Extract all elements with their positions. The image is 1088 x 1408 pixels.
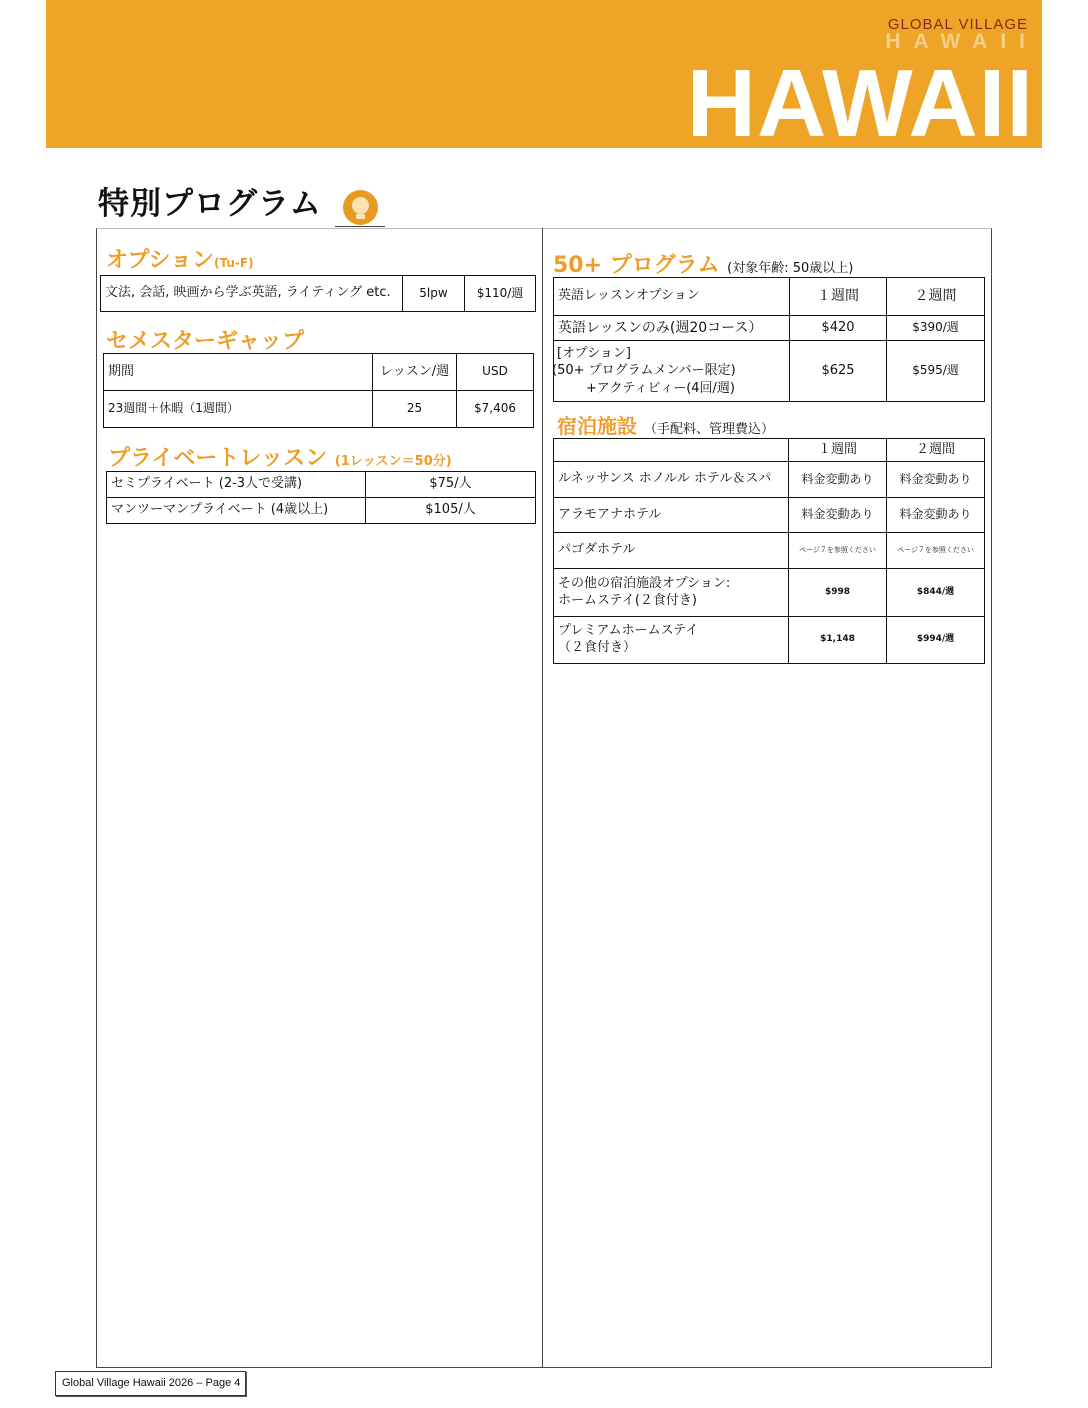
options-heading: オプション(Tu-F): [106, 248, 254, 273]
accom-renaissance: ルネッサンス ホノルル ホテル＆スパ: [554, 462, 789, 498]
accom-header-week1: １週間: [789, 439, 887, 462]
table-row: [101, 276, 536, 312]
fifty-header-week2: ２週間: [887, 278, 985, 316]
semester-header-period: 期間: [104, 354, 373, 391]
private-one-on-one-price: $105/人: [366, 498, 536, 524]
table-row: [554, 341, 985, 402]
fifty-option-line3: +アクティビィー(4回/週): [586, 380, 735, 396]
fifty-option-cell: [554, 341, 790, 402]
accom-alamoana: アラモアナホテル: [554, 498, 789, 533]
brand-line1: GLOBAL VILLAGE: [887, 16, 1028, 33]
fifty-english-only-week2: $390/週: [887, 316, 985, 341]
page-footer: Global Village Hawaii 2026 – Page 4: [55, 1371, 246, 1396]
table-row: [107, 472, 536, 498]
accom-renaissance-week2: 料金変動あり: [887, 462, 985, 498]
fifty-plus-subtitle: (対象年齢: 50歳以上): [727, 261, 854, 276]
accom-premium-cell: [554, 617, 789, 664]
fifty-header-option: 英語レッスンオプション: [554, 278, 790, 316]
title-underline: [335, 226, 385, 227]
accom-premium-week2: $994/週: [887, 617, 985, 664]
accom-premium-line2: （２食付き）: [558, 640, 637, 655]
semester-header-usd: USD: [457, 354, 534, 391]
fifty-english-only: 英語レッスンのみ(週20コース）: [554, 316, 790, 341]
fifty-option-week2: $595/週: [887, 341, 985, 402]
accom-pagoda-week1: ページ７を参照ください: [789, 533, 887, 569]
accom-homestay-week2: $844/週: [887, 569, 985, 617]
option-price: $110/週: [465, 276, 536, 312]
brand-big-title: HAWAII: [686, 50, 1034, 157]
accommodation-heading: 宿泊施設 （手配料、管理費込）: [557, 414, 774, 438]
table-row: [107, 498, 536, 524]
accom-header-blank: [554, 439, 789, 462]
options-subtitle: (Tu-F): [214, 256, 254, 270]
private-semi-price: $75/人: [366, 472, 536, 498]
options-table: [100, 275, 536, 312]
semester-table: [103, 353, 534, 428]
fifty-option-week1: $625: [790, 341, 887, 402]
column-divider: [542, 228, 543, 1368]
header-banner: [46, 0, 1042, 157]
accom-premium-week1: $1,148: [789, 617, 887, 664]
fifty-plus-heading: 50+ プログラム (対象年齢: 50歳以上): [553, 253, 854, 278]
table-row: [554, 498, 985, 533]
accom-alamoana-week1: 料金変動あり: [789, 498, 887, 533]
accom-header-week2: ２週間: [887, 439, 985, 462]
lightbulb-icon: [343, 190, 378, 225]
page-title: 特別プログラム: [98, 186, 322, 222]
table-row: [104, 354, 534, 391]
fifty-option-line2: (50+ プログラムメンバー限定): [552, 363, 736, 379]
table-row: [554, 316, 985, 341]
table-row: [554, 439, 985, 462]
table-row: [554, 533, 985, 569]
semester-header-lessons: レッスン/週: [373, 354, 457, 391]
fifty-plus-table: [553, 277, 985, 402]
option-course: 文法, 会話, 映画から学ぶ英語, ライティング etc.: [101, 276, 403, 312]
accom-homestay-week1: $998: [789, 569, 887, 617]
accom-other-cell: [554, 569, 789, 617]
accom-other-line2: ホームステイ(２食付き): [558, 592, 697, 608]
semester-lessons: 25: [373, 391, 457, 428]
accom-alamoana-week2: 料金変動あり: [887, 498, 985, 533]
accommodation-table: [553, 438, 985, 664]
accom-renaissance-week1: 料金変動あり: [789, 462, 887, 498]
brand-logo: [885, 16, 1038, 54]
private-semi: セミプライベート (2-3人で受講): [107, 472, 366, 498]
option-lessons: 5lpw: [403, 276, 465, 312]
table-row: [554, 569, 985, 617]
accom-premium-line1: プレミアムホームステイ: [558, 623, 699, 639]
table-row: [554, 278, 985, 316]
accommodation-subtitle: （手配料、管理費込）: [643, 422, 774, 437]
brand-line2: HAWAII: [885, 30, 1038, 53]
accom-other-line1: その他の宿泊施設オプション:: [558, 575, 731, 591]
private-one-on-one: マンツーマンプライベート (4歳以上): [107, 498, 366, 524]
private-subtitle: (1レッスン＝50分): [334, 454, 452, 469]
semester-price: $7,406: [457, 391, 534, 428]
table-row: [554, 617, 985, 664]
fifty-option-line1: [オプション]: [557, 345, 631, 361]
semester-heading: セメスターギャップ: [106, 329, 305, 354]
private-table: [106, 471, 536, 524]
fifty-header-week1: １週間: [790, 278, 887, 316]
table-row: [104, 391, 534, 428]
private-heading: プライベートレッスン (1レッスン＝50分): [108, 446, 452, 471]
accom-pagoda: パゴダホテル: [554, 533, 789, 569]
semester-period: 23週間＋休暇（1週間）: [104, 391, 373, 428]
table-row: [554, 462, 985, 498]
accom-pagoda-week2: ページ７を参照ください: [887, 533, 985, 569]
fifty-english-only-week1: $420: [790, 316, 887, 341]
